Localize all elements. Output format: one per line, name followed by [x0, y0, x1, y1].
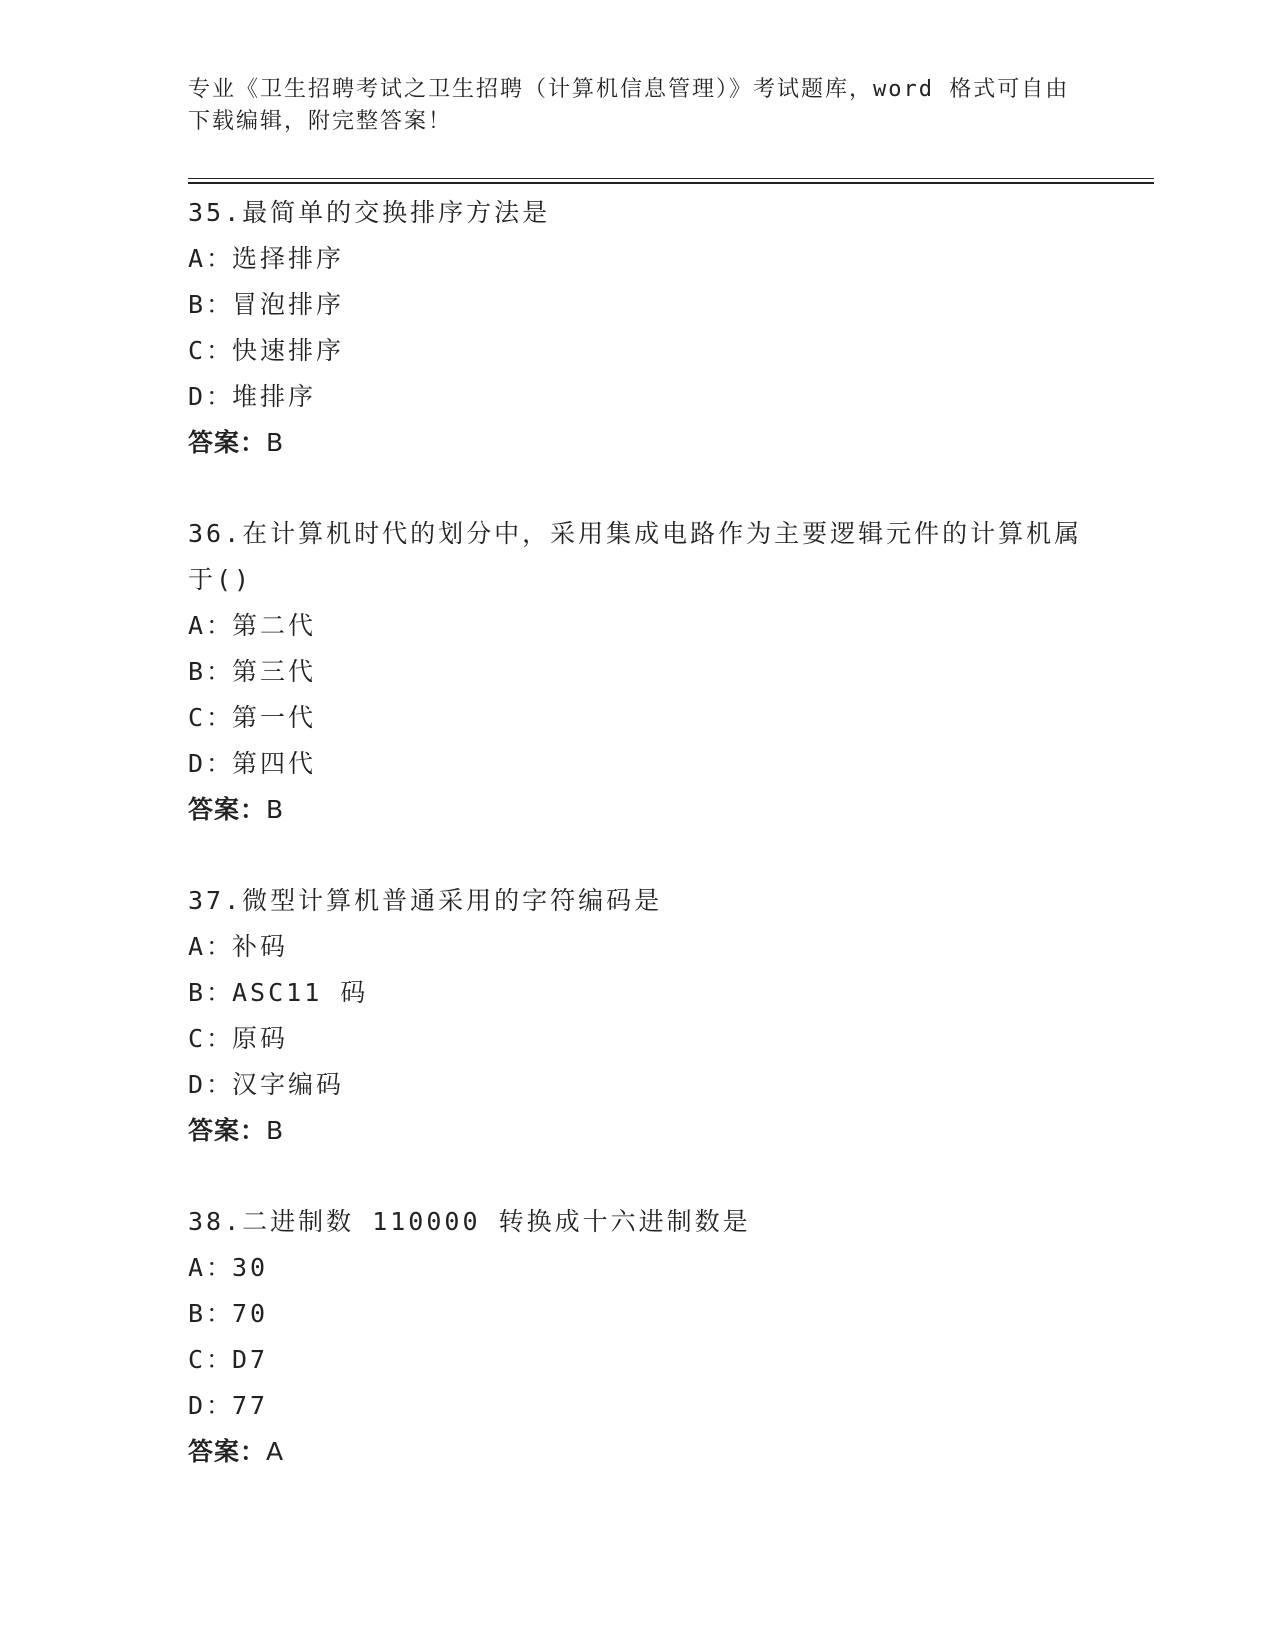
option-c — [188, 328, 1088, 374]
option-b — [188, 649, 1088, 695]
option-key: D： — [188, 1391, 235, 1420]
question-38 — [188, 1199, 1088, 1475]
option-a — [188, 603, 1088, 649]
option-text: D7 — [232, 1345, 269, 1374]
answer-label: 答案： — [188, 428, 267, 457]
option-text: 第一代 — [232, 703, 317, 732]
option-text: 堆排序 — [232, 382, 317, 411]
option-b — [188, 282, 1088, 328]
option-text: ASC11 码 — [232, 978, 369, 1007]
option-key: D： — [188, 749, 235, 778]
option-text: 30 — [232, 1253, 269, 1282]
answer-label: 答案： — [188, 1437, 267, 1466]
answer-line — [188, 787, 1088, 833]
option-text: 原码 — [232, 1024, 289, 1053]
header-intro-text: 专业《卫生招聘考试之卫生招聘（计算机信息管理）》考试题库，word 格式可自由下载编辑，附完整答案！ — [188, 77, 1070, 134]
header-divider-thin — [188, 178, 1154, 179]
answer-label: 答案： — [188, 795, 267, 824]
option-key: A： — [188, 611, 235, 640]
option-key: C： — [188, 1345, 235, 1374]
option-key: A： — [188, 932, 235, 961]
question-stem: 35.最简单的交换排序方法是 — [188, 198, 551, 227]
option-text: 快速排序 — [232, 336, 345, 365]
option-d — [188, 1383, 1088, 1429]
option-key: C： — [188, 703, 235, 732]
option-c — [188, 1337, 1088, 1383]
option-key: B： — [188, 290, 235, 319]
option-d — [188, 741, 1088, 787]
question-stem: 37.微型计算机普通采用的字符编码是 — [188, 886, 663, 915]
answer-line — [188, 420, 1088, 466]
document-header — [188, 74, 1088, 138]
question-stem: 38.二进制数 110000 转换成十六进制数是 — [188, 1207, 751, 1236]
question-35 — [188, 190, 1088, 466]
question-37 — [188, 878, 1088, 1154]
header-divider-thick — [188, 182, 1154, 184]
answer-label: 答案： — [188, 1116, 267, 1145]
option-text: 选择排序 — [232, 244, 345, 273]
option-text: 第二代 — [232, 611, 317, 640]
option-b — [188, 1291, 1088, 1337]
option-text: 77 — [232, 1391, 269, 1420]
option-a — [188, 236, 1088, 282]
option-key: B： — [188, 1299, 235, 1328]
option-c — [188, 695, 1088, 741]
option-key: A： — [188, 1253, 235, 1282]
option-a — [188, 1245, 1088, 1291]
question-stem: 36.在计算机时代的划分中，采用集成电路作为主要逻辑元件的计算机属于() — [188, 519, 1083, 594]
option-key: C： — [188, 336, 235, 365]
option-key: C： — [188, 1024, 235, 1053]
option-key: A： — [188, 244, 235, 273]
option-key: D： — [188, 382, 235, 411]
option-text: 第四代 — [232, 749, 317, 778]
answer-value: A — [266, 1437, 285, 1466]
answer-value: B — [266, 1116, 285, 1145]
option-d — [188, 374, 1088, 420]
option-text: 70 — [232, 1299, 269, 1328]
option-key: D： — [188, 1070, 235, 1099]
option-text: 补码 — [232, 932, 289, 961]
answer-value: B — [266, 795, 285, 824]
answer-line — [188, 1108, 1088, 1154]
option-text: 汉字编码 — [232, 1070, 345, 1099]
option-c — [188, 1016, 1088, 1062]
answer-value: B — [266, 428, 285, 457]
option-a — [188, 924, 1088, 970]
option-text: 第三代 — [232, 657, 317, 686]
option-key: B： — [188, 657, 235, 686]
option-text: 冒泡排序 — [232, 290, 345, 319]
option-d — [188, 1062, 1088, 1108]
option-key: B： — [188, 978, 235, 1007]
option-b — [188, 970, 1088, 1016]
answer-line — [188, 1429, 1088, 1475]
question-list — [188, 190, 1088, 1520]
question-36 — [188, 511, 1088, 833]
